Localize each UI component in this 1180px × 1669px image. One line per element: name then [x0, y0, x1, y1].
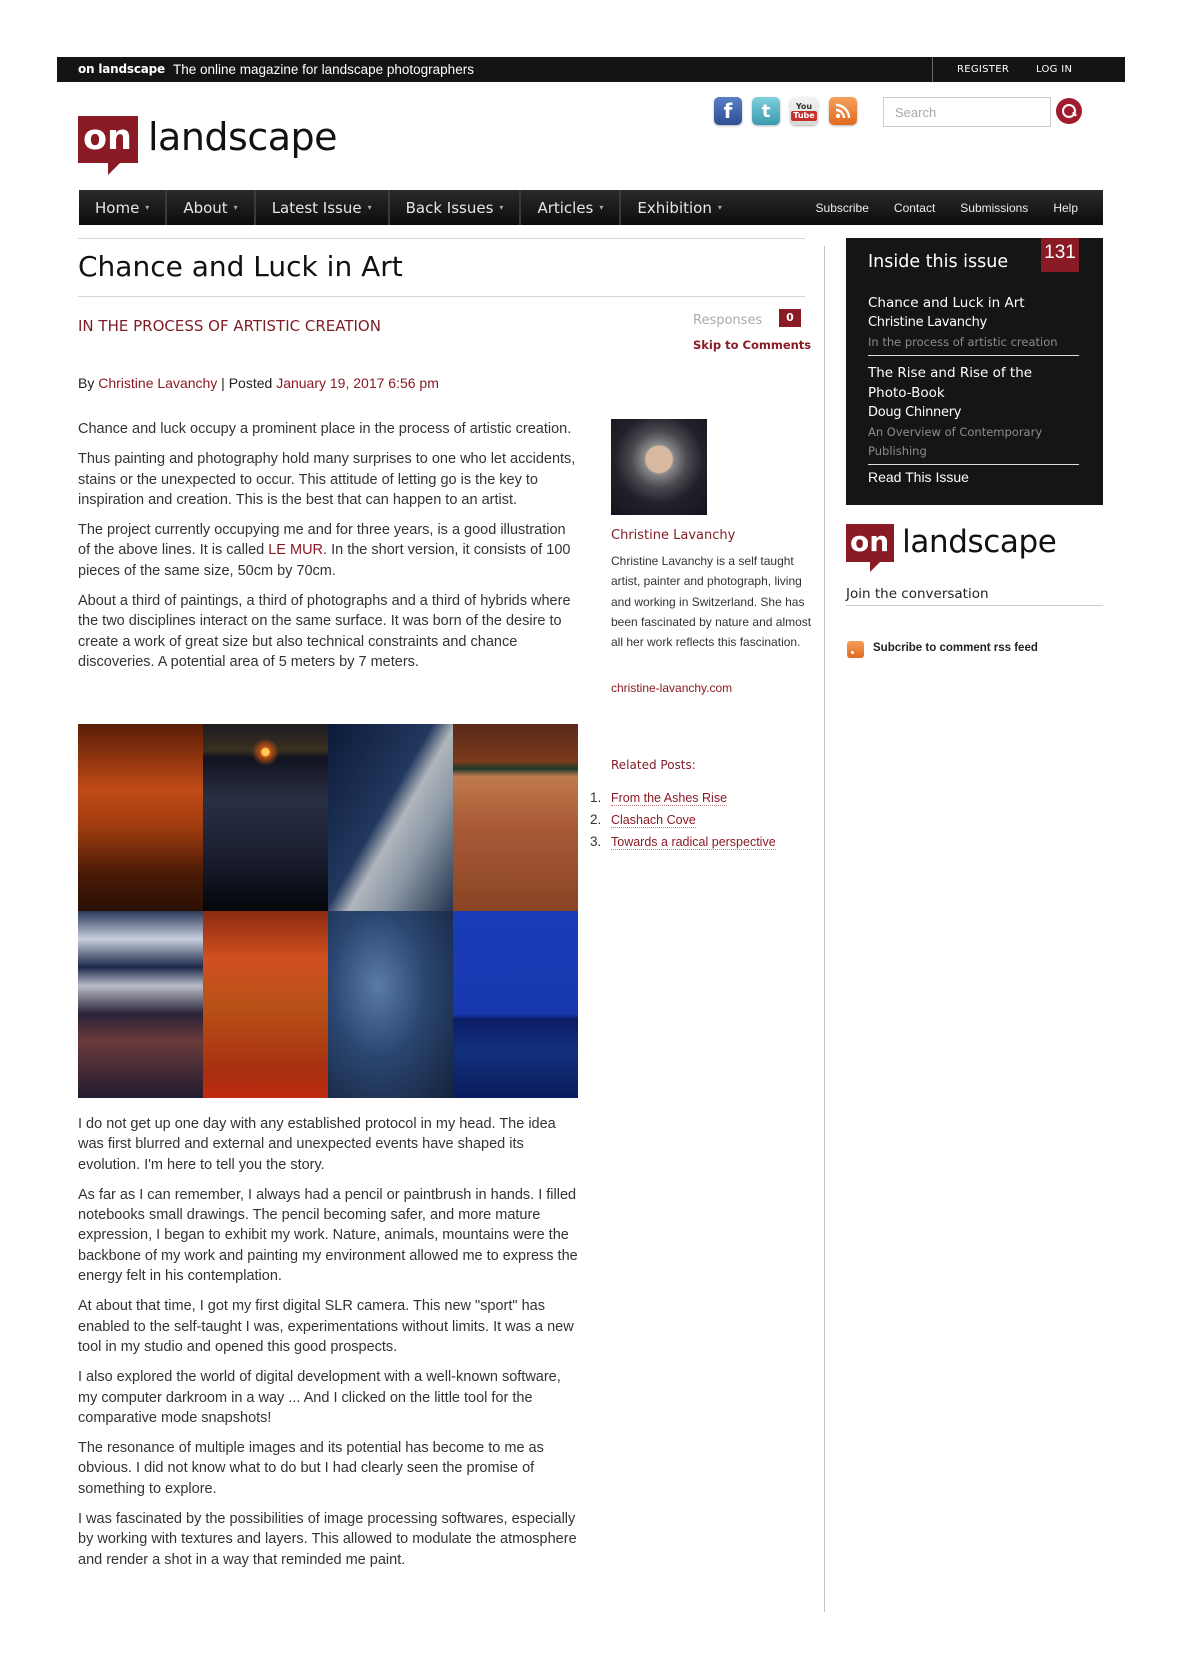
byline-by: By — [78, 375, 99, 391]
related-posts-list — [590, 787, 776, 853]
article-body-top — [78, 419, 580, 682]
rss-feed-icon[interactable] — [847, 641, 864, 658]
paragraph: As far as I can remember, I always had a pencil or paintbrush in hands. I filled notebooks small drawings. The pencil becoming safer, and more mature expression, I began to exhibit my work. Nature, animals, mountains were the backbone of my work and painting my environment allowed me to express the energy felt in his contemplation. — [78, 1186, 578, 1285]
artwork-tile — [203, 724, 328, 911]
artwork-tile — [203, 911, 328, 1098]
twitter-icon[interactable]: t — [752, 97, 780, 125]
site-logo[interactable] — [78, 116, 337, 163]
chevron-down-icon: ▾ — [599, 203, 604, 212]
nav-secondary — [816, 190, 1103, 225]
topbar-divider — [932, 57, 933, 82]
nav-about-label: About — [183, 198, 228, 217]
date-link[interactable]: January 19, 2017 6:56 pm — [276, 375, 439, 391]
issue-article-desc: An Overview of Contemporary Publishing — [868, 425, 1043, 458]
related-posts-heading: Related Posts: — [611, 758, 696, 772]
top-bar — [57, 57, 1125, 82]
chevron-down-icon: ▾ — [367, 203, 372, 212]
article-body-bottom — [78, 1114, 580, 1580]
author-bio: Christine Lavanchy is a self taught artist, painter and photograph, living and working in Switzerland. She has been fascinated by nature and almost all her work reflects this fascination. — [611, 554, 812, 650]
list-item — [590, 809, 776, 831]
title-top-rule — [78, 238, 805, 239]
chevron-down-icon: ▾ — [145, 203, 150, 212]
facebook-icon[interactable]: f — [714, 97, 742, 125]
logo-on-mark: on — [78, 116, 138, 163]
issue-article-desc: In the process of artistic creation — [868, 335, 1058, 349]
list-item — [590, 831, 776, 853]
issue-article-item[interactable] — [868, 293, 1079, 356]
list-number: 2. — [590, 812, 602, 827]
related-post-link[interactable]: Towards a radical perspective — [611, 835, 776, 849]
main-nav — [79, 190, 1103, 225]
join-conversation-heading: Join the conversation — [846, 586, 1103, 606]
byline-posted: | Posted — [217, 375, 277, 391]
nav-latest-issue-label: Latest Issue — [271, 198, 362, 217]
author-avatar — [611, 419, 707, 515]
issue-article-author: Doug Chinnery — [868, 405, 962, 420]
artwork-tile — [453, 724, 578, 911]
byline — [78, 375, 439, 391]
youtube-you: You — [795, 101, 813, 111]
issue-article-title: Chance and Luck in Art — [868, 295, 1025, 311]
issue-number-badge[interactable]: 131 — [1041, 238, 1079, 272]
paragraph-text: The project currently occupying me and for three years, is a good illustration of the above lines. It is called — [78, 522, 566, 559]
list-number: 3. — [590, 834, 602, 849]
nav-exhibition-label: Exhibition — [637, 198, 712, 217]
chevron-down-icon: ▾ — [233, 203, 238, 212]
register-link[interactable]: REGISTER — [957, 64, 1010, 75]
le-mur-link[interactable]: LE MUR — [268, 542, 324, 559]
paragraph: I also explored the world of digital development with a well-known software, my computer darkroom in a way ... And I clicked on the little tool for the comparative mode snapshots! — [78, 1369, 561, 1426]
logo-wordmark: landscape — [902, 524, 1057, 560]
search-input[interactable]: Search — [883, 97, 1051, 127]
nav-exhibition[interactable] — [621, 190, 737, 225]
youtube-icon[interactable] — [790, 97, 818, 125]
author-link[interactable]: Christine Lavanchy — [98, 375, 218, 391]
responses-count-badge[interactable]: 0 — [779, 309, 801, 327]
issue-article-author: Christine Lavanchy — [868, 315, 987, 330]
title-bottom-rule — [78, 296, 805, 297]
nav-contact[interactable]: Contact — [893, 200, 936, 215]
issue-article-item[interactable] — [868, 363, 1079, 465]
nav-latest-issue[interactable] — [256, 190, 390, 225]
chevron-down-icon: ▾ — [717, 203, 722, 212]
related-post-link[interactable]: Clashach Cove — [611, 813, 696, 827]
author-website-link[interactable]: christine-lavanchy.com — [611, 681, 733, 695]
list-item — [590, 787, 776, 809]
sidebar-logo[interactable] — [846, 524, 1056, 562]
paragraph: I was fascinated by the possibilities of image processing softwares, especially by working with textures and layers. This allowed to modulate the atmosphere and render a shot in a way that reminded me paint. — [78, 1511, 577, 1568]
issue-article-title: The Rise and Rise of the Photo-Book — [868, 365, 1033, 401]
artwork-tile — [78, 911, 203, 1098]
rss-icon[interactable] — [829, 97, 857, 125]
artwork-collage-image[interactable] — [78, 724, 578, 1098]
inside-this-issue-panel — [846, 238, 1103, 505]
nav-submissions[interactable]: Submissions — [960, 200, 1029, 215]
login-link[interactable]: LOG IN — [1036, 64, 1073, 75]
artwork-tile — [328, 911, 453, 1098]
nav-back-issues-label: Back Issues — [405, 198, 494, 217]
paragraph — [78, 520, 580, 581]
nav-subscribe[interactable]: Subscribe — [815, 200, 869, 215]
read-this-issue-link[interactable]: Read This Issue — [868, 469, 969, 485]
paragraph-text: . In the short version, it consists of 100 pieces of the same size, 50cm by 70cm. — [78, 542, 571, 579]
search-icon[interactable] — [1056, 98, 1082, 124]
issue-heading: Inside this issue — [868, 252, 1009, 272]
column-divider — [824, 246, 825, 1612]
paragraph: The resonance of multiple images and its potential has become to me as obvious. I did not know what to do but I had clearly seen the promise of something to explore. — [78, 1440, 544, 1497]
nav-back-issues[interactable] — [390, 190, 522, 225]
artwork-tile — [78, 724, 203, 911]
logo-wordmark: landscape — [147, 115, 337, 159]
paragraph: I do not get up one day with any established protocol in my head. The idea was first blurred and external and unexpected events have shaped its evolution. I'm here to tell you the story. — [78, 1116, 556, 1173]
nav-help[interactable]: Help — [1053, 200, 1078, 215]
chevron-down-icon: ▾ — [499, 203, 504, 212]
youtube-tube: Tube — [793, 110, 815, 120]
article-subtitle: IN THE PROCESS OF ARTISTIC CREATION — [78, 317, 381, 335]
paragraph: About a third of paintings, a third of photographs and a third of hybrids where the two disciplines interact on the same surface. It was born of the desire to create a work of great size but also technical constraints and chance discoveries. A potential area of 5 meters by 7 meters. — [78, 593, 571, 670]
responses-label: Responses — [693, 313, 763, 328]
paragraph: Thus painting and photography hold many surprises to one who let accidents, stains or the unexpected to occur. This attitude of letting go is the key to inspiration and creation. This is the best that can happen to an artist. — [78, 451, 576, 508]
list-number: 1. — [590, 790, 602, 805]
comment-rss-link[interactable]: Subcribe to comment rss feed — [873, 642, 1038, 654]
nav-home[interactable] — [79, 190, 167, 225]
author-name[interactable]: Christine Lavanchy — [611, 528, 736, 543]
logo-on-mark: on — [846, 524, 894, 562]
nav-articles-label: Articles — [537, 198, 594, 217]
related-post-link[interactable]: From the Ashes Rise — [611, 791, 728, 805]
artwork-tile — [453, 911, 578, 1098]
page-title: Chance and Luck in Art — [78, 250, 403, 283]
artwork-tile — [328, 724, 453, 911]
topbar-tagline: The online magazine for landscape photographers — [173, 62, 474, 77]
paragraph: At about that time, I got my first digital SLR camera. This new "sport" has enabled to the self-taught I was, experimentations without limits. It was a new tool in my studio and opened this good prospects. — [78, 1298, 574, 1355]
skip-to-comments-link[interactable]: Skip to Comments — [693, 338, 812, 352]
nav-about[interactable] — [167, 190, 255, 225]
paragraph: Chance and luck occupy a prominent place in the process of artistic creation. — [78, 421, 572, 437]
topbar-brand[interactable]: on landscape — [78, 62, 165, 76]
nav-articles[interactable] — [521, 190, 621, 225]
nav-home-label: Home — [95, 198, 140, 217]
